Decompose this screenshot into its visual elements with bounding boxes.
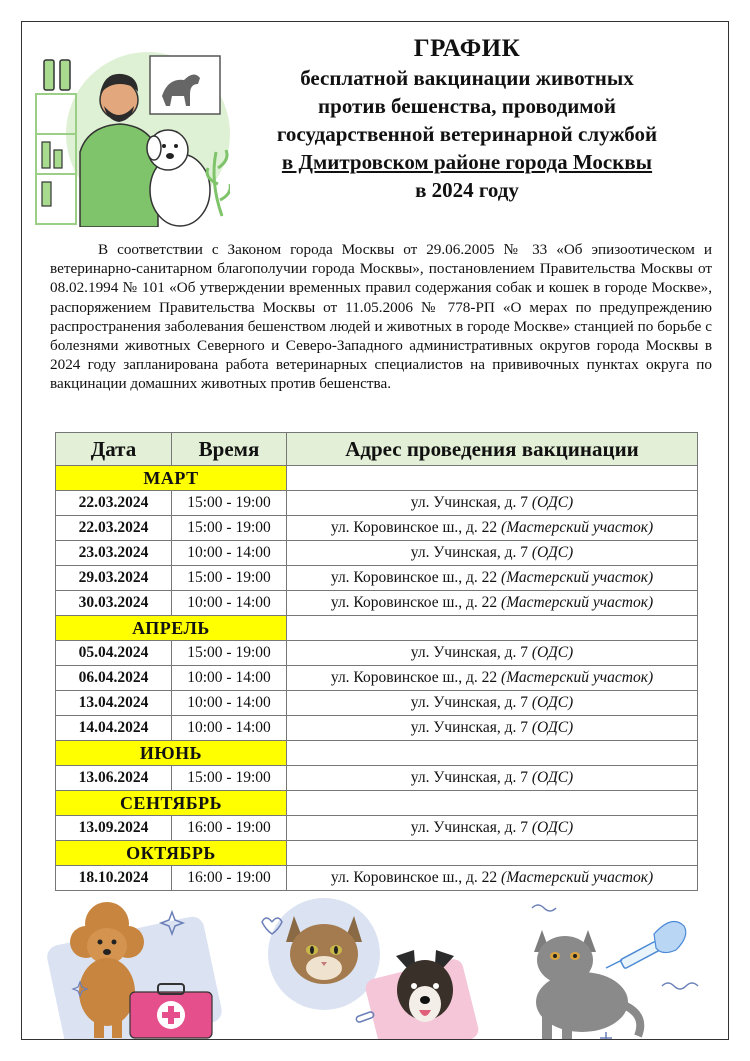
- month-label: АПРЕЛЬ: [56, 616, 287, 641]
- address-note: (ОДС): [531, 694, 574, 711]
- veterinarian-with-dog-illustration: [30, 42, 230, 227]
- month-empty-cell: [287, 466, 698, 491]
- address-note: (Мастерский участок): [501, 669, 654, 686]
- month-empty-cell: [287, 741, 698, 766]
- address-cell: [287, 566, 698, 591]
- time-cell: 10:00 - 14:00: [172, 541, 287, 566]
- month-label: СЕНТЯБРЬ: [56, 791, 287, 816]
- time-cell: 15:00 - 19:00: [172, 641, 287, 666]
- table-row: [56, 566, 698, 591]
- address-text: ул. Учинская, д. 7: [410, 544, 528, 561]
- time-cell: 10:00 - 14:00: [172, 666, 287, 691]
- table-row: [56, 591, 698, 616]
- time-cell: 15:00 - 19:00: [172, 766, 287, 791]
- time-cell: 16:00 - 19:00: [172, 866, 287, 891]
- address-note: (Мастерский участок): [501, 519, 654, 536]
- tabby-cat-illustration: [262, 898, 380, 1010]
- month-row: [56, 791, 698, 816]
- address-text: ул. Учинская, д. 7: [410, 694, 528, 711]
- address-text: ул. Учинская, д. 7: [410, 719, 528, 736]
- title-line-year: в 2024 году: [415, 178, 519, 202]
- date-cell: 13.09.2024: [56, 816, 172, 841]
- address-text: ул. Учинская, д. 7: [410, 819, 528, 836]
- table-row: [56, 716, 698, 741]
- date-cell: 06.04.2024: [56, 666, 172, 691]
- first-aid-kit-icon: [130, 984, 212, 1038]
- table-row: [56, 491, 698, 516]
- title-line-underlined: в Дмитровском районе города Москвы: [281, 150, 653, 174]
- table-row: [56, 516, 698, 541]
- title-line: государственной ветеринарной службой: [276, 122, 658, 146]
- month-label: ОКТЯБРЬ: [56, 841, 287, 866]
- address-cell: [287, 591, 698, 616]
- time-cell: 15:00 - 19:00: [172, 516, 287, 541]
- table-row: [56, 766, 698, 791]
- table-row: [56, 641, 698, 666]
- month-label: МАРТ: [56, 466, 287, 491]
- address-cell: [287, 666, 698, 691]
- address-cell: [287, 541, 698, 566]
- month-row: [56, 616, 698, 641]
- header-date: Дата: [56, 433, 172, 466]
- date-cell: 29.03.2024: [56, 566, 172, 591]
- address-note: (ОДС): [531, 819, 574, 836]
- month-row: [56, 741, 698, 766]
- month-empty-cell: [287, 841, 698, 866]
- month-empty-cell: [287, 791, 698, 816]
- table-row: [56, 691, 698, 716]
- date-cell: 30.03.2024: [56, 591, 172, 616]
- address-text: ул. Учинская, д. 7: [410, 644, 528, 661]
- address-note: (ОДС): [531, 769, 574, 786]
- address-note: (Мастерский участок): [501, 594, 654, 611]
- address-note: (Мастерский участок): [501, 869, 654, 886]
- table-row: [56, 816, 698, 841]
- address-cell: [287, 641, 698, 666]
- time-cell: 15:00 - 19:00: [172, 566, 287, 591]
- vaccination-schedule-table: [55, 432, 698, 891]
- title-line: бесплатной вакцинации животных: [300, 66, 634, 90]
- title-main: ГРАФИК: [413, 35, 521, 62]
- table-row: [56, 541, 698, 566]
- address-text: ул. Коровинское ш., д. 22: [330, 519, 498, 536]
- intro-paragraph: В соответствии с Законом города Москвы от 29.06.2005 № 33 «Об эпизоотическом и ветеринарно-санитарном благополучии города Москвы», постановлением Правительства Москвы от 08.02.1994 № 101 «Об утверждении временных правил содержания собак и кошек в городе Москве», распоряжением Правительства Москвы от 11.05.2006 № 778-РП «О мерах по предупреждению распространения заболевания бешенством людей и животных в городе Москве» станцией по борьбе с болезнями животных Северного и Северо-Западного административных округов города Москвы в 2024 году запланирована работа ветеринарных специалистов на прививочных пунктах округа по вакцинации домашних животных против бешенства.: [50, 241, 712, 393]
- time-cell: 15:00 - 19:00: [172, 491, 287, 516]
- address-text: ул. Учинская, д. 7: [410, 769, 528, 786]
- title-line: против бешенства, проводимой: [318, 94, 616, 118]
- address-cell: [287, 766, 698, 791]
- address-text: ул. Учинская, д. 7: [410, 494, 528, 511]
- address-cell: [287, 816, 698, 841]
- date-cell: 22.03.2024: [56, 491, 172, 516]
- month-row: [56, 466, 698, 491]
- address-text: ул. Коровинское ш., д. 22: [330, 869, 498, 886]
- address-cell: [287, 716, 698, 741]
- address-text: ул. Коровинское ш., д. 22: [330, 669, 498, 686]
- address-note: (ОДС): [531, 494, 574, 511]
- date-cell: 18.10.2024: [56, 866, 172, 891]
- address-note: (Мастерский участок): [501, 569, 654, 586]
- table-header-row: [56, 433, 698, 466]
- address-cell: [287, 691, 698, 716]
- address-note: (ОДС): [531, 644, 574, 661]
- date-cell: 14.04.2024: [56, 716, 172, 741]
- address-cell: [287, 516, 698, 541]
- time-cell: 10:00 - 14:00: [172, 591, 287, 616]
- month-label: ИЮНЬ: [56, 741, 287, 766]
- address-cell: [287, 491, 698, 516]
- table-row: [56, 666, 698, 691]
- header-address: Адрес проведения вакцинации: [287, 433, 698, 466]
- document-page: [21, 21, 729, 1040]
- date-cell: 23.03.2024: [56, 541, 172, 566]
- month-row: [56, 841, 698, 866]
- address-note: (ОДС): [531, 544, 574, 561]
- time-cell: 16:00 - 19:00: [172, 816, 287, 841]
- address-text: ул. Коровинское ш., д. 22: [330, 594, 498, 611]
- date-cell: 22.03.2024: [56, 516, 172, 541]
- syringe-icon: [606, 922, 686, 969]
- pets-illustration-strip: [22, 882, 729, 1040]
- address-note: (ОДС): [531, 719, 574, 736]
- document-title: [222, 34, 712, 204]
- time-cell: 10:00 - 14:00: [172, 691, 287, 716]
- schedule-body: [56, 466, 698, 891]
- header-time: Время: [172, 433, 287, 466]
- date-cell: 13.04.2024: [56, 691, 172, 716]
- time-cell: 10:00 - 14:00: [172, 716, 287, 741]
- date-cell: 05.04.2024: [56, 641, 172, 666]
- month-empty-cell: [287, 616, 698, 641]
- address-text: ул. Коровинское ш., д. 22: [330, 569, 498, 586]
- date-cell: 13.06.2024: [56, 766, 172, 791]
